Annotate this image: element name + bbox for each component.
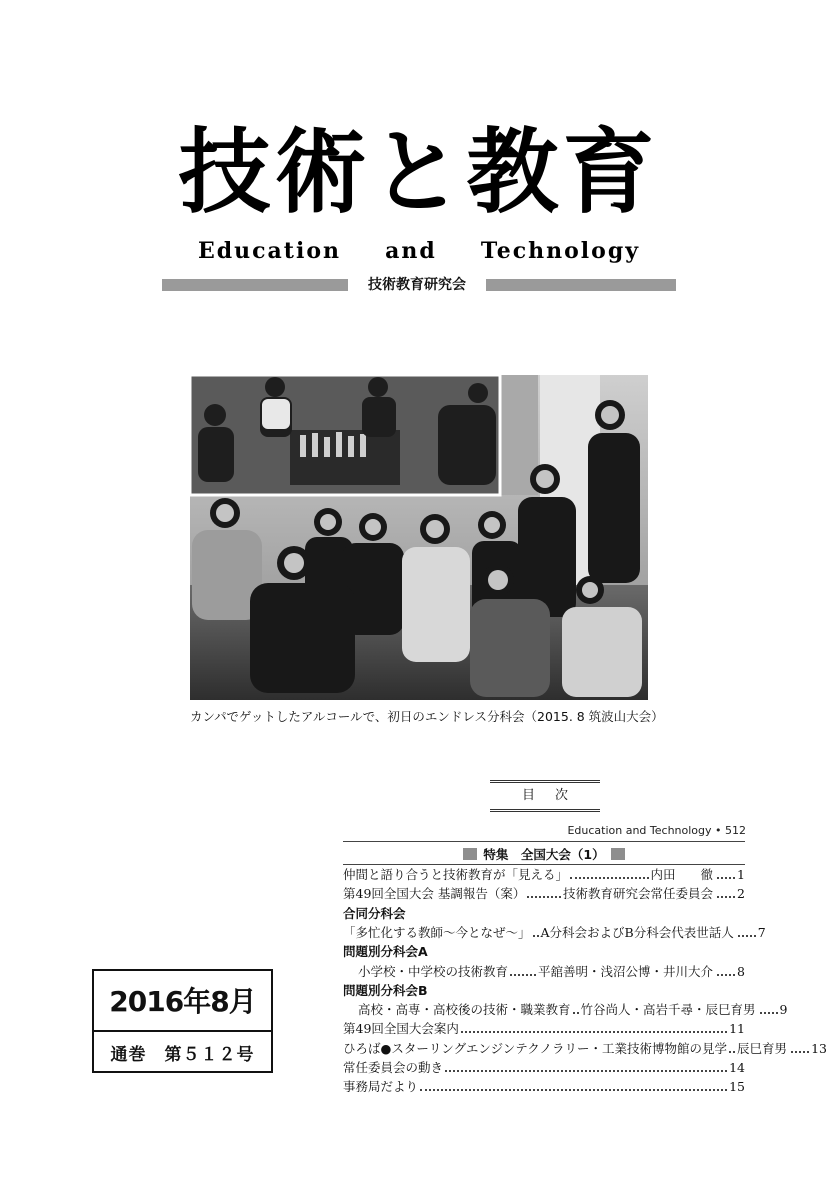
toc-entry-title: 事務局だより [343,1079,419,1094]
toc-entry-author: 平舘善明・浅沼公博・井川大介 [538,964,714,979]
toc-leader-dots [729,1042,735,1053]
toc-entry-title: 合同分科会 [343,906,406,921]
toc-entry [358,1001,788,1019]
toc-entry-page: 14 [729,1060,745,1075]
square-marker-icon [611,848,625,860]
toc-entry-page: 9 [779,1002,788,1017]
toc-leader-dots [445,1061,727,1072]
feature-title: 特集 全国大会（1） [483,847,605,862]
toc-entry-author: 技術教育研究会常任委員会 [563,886,714,901]
toc-entry-title: 問題別分科会A [343,944,428,959]
toc-entry-page: 13 [811,1041,827,1056]
subtitle-word: and [385,238,437,264]
feature-heading [343,845,745,863]
toc-entry [343,866,745,884]
toc-entry [343,1078,745,1096]
masthead-bar-left [162,279,348,291]
publisher-name: 技術教育研究会 [368,277,466,293]
issue-volume: 通巻 第５１２号 [110,1045,255,1065]
toc-entry-page: 1 [737,867,745,882]
toc-entry [358,963,745,981]
toc-entry-title: ひろば●スターリングエンジンテクノラリー・工業技術博物館の見学 [343,1041,728,1056]
toc-section-heading [343,905,745,923]
divider [92,1030,273,1032]
toc-entry-title: 小学校・中学校の技術教育 [358,964,509,979]
journal-title: 技術と教育 [178,119,659,226]
toc-section-heading [343,943,745,961]
toc-entry-title: 仲間と語り合うと技術教育が「見える」 [343,867,569,882]
toc-leader-dots [717,965,735,976]
toc-leader-dots [573,1003,579,1014]
subtitle-word: Technology [480,238,640,264]
toc-entry-page: 15 [729,1079,745,1094]
toc-entry-page: 2 [737,886,745,901]
toc-entry-title: 第49回全国大会 基調報告（案） [343,886,526,901]
toc-entry-title: 「多忙化する教師～今となぜ～」 [343,925,531,940]
toc-leader-dots [510,965,536,976]
journal-number: Education and Technology • 512 [567,824,746,837]
toc-entry-title: 第49回全国大会案内 [343,1021,459,1036]
square-marker-icon [463,848,477,860]
group-photo-image [190,375,648,700]
toc-entry [343,1020,745,1038]
toc-entry-page: 11 [729,1021,745,1036]
toc-entry-page: 7 [757,925,766,940]
toc-leader-dots [461,1022,727,1033]
toc-leader-dots [717,887,735,898]
toc-section-heading [343,982,745,1000]
photo-caption: カンパでゲットしたアルコールで、初日のエンドレス分科会（2015. 8 筑波山大会） [190,709,664,724]
toc-entry-title: 常任委員会の動き [343,1060,444,1075]
toc-entry-title: 高校・高専・高校後の技術・職業教育 [358,1002,571,1017]
toc-entry-author: 内田 徹 [650,867,714,882]
toc-entry [343,924,766,942]
toc-heading-char: 次 [555,788,569,803]
toc-leader-dots [570,868,649,879]
toc-entry [343,1040,827,1058]
toc-leader-dots [527,887,561,898]
divider [343,841,745,842]
toc-leader-dots [717,868,735,879]
toc-entry-author: 辰巳育男 [737,1041,788,1056]
toc-heading [490,780,600,812]
toc-entry [343,1059,745,1077]
toc-entry-title: 問題別分科会B [343,983,428,998]
toc-entry-author: A分科会およびB分科会代表世話人 [540,925,734,940]
toc-leader-dots [760,1003,778,1014]
toc-leader-dots [533,926,539,937]
toc-heading-char: 目 [521,788,535,803]
subtitle-word: Education [198,238,341,264]
toc-entry-page: 8 [737,964,745,979]
masthead-bar-right [486,279,676,291]
toc-leader-dots [791,1042,809,1053]
toc-entry-author: 竹谷尚人・高岩千尋・辰巳育男 [580,1002,756,1017]
toc-leader-dots [738,926,756,937]
issue-date: 2016年8月 [109,985,256,1018]
toc-leader-dots [420,1080,727,1091]
group-photo [190,375,648,700]
journal-subtitle [198,238,640,264]
toc-entry [343,885,745,903]
divider [343,864,745,865]
